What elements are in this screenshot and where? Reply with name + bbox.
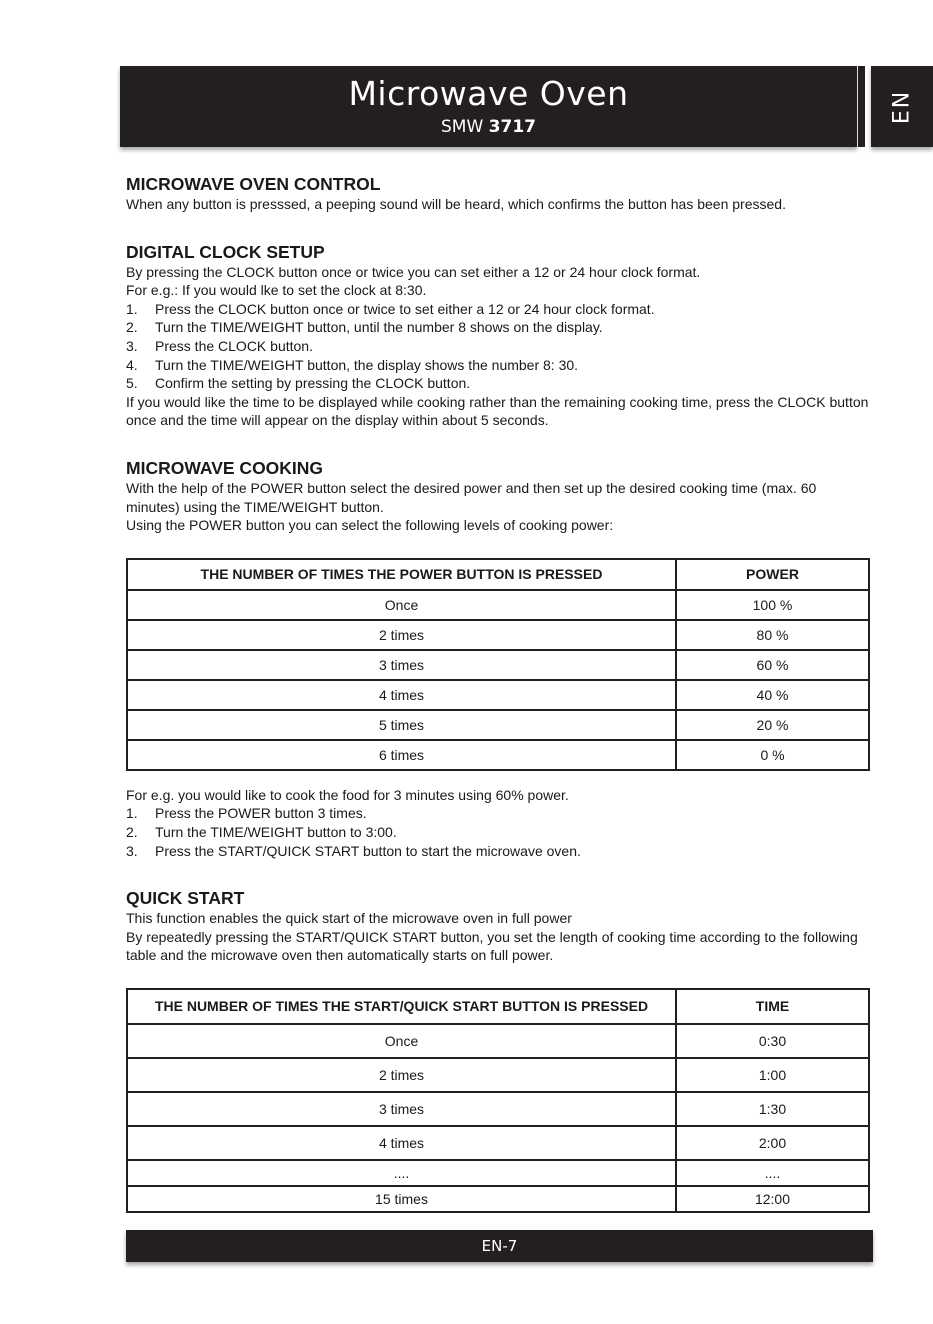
table-cell: Once [127,1024,676,1058]
table-row [127,1024,869,1058]
table-cell: 4 times [127,680,676,710]
table-cell: 40 % [676,680,869,710]
list-item [126,318,870,337]
table-row [127,1058,869,1092]
table-cell: .... [127,1160,676,1186]
table-cell: 20 % [676,710,869,740]
paragraph: For e.g. you would like to cook the food for 3 minutes using 60% power. [126,786,569,803]
step-text: Confirm the setting by pressing the CLOCK button. [155,375,471,392]
table-cell: 0:30 [676,1024,869,1058]
language-code: EN [889,89,915,124]
power-table [126,558,870,771]
section-heading: QUICK START [126,888,245,909]
table-row [127,1126,869,1160]
table-row [127,590,869,620]
step-number: 3. [126,337,138,354]
step-number: 3. [126,842,138,859]
list-item [126,300,870,319]
paragraph: This function enables the quick start of the microwave oven in full power [126,910,572,927]
step-number: 1. [126,300,138,317]
list-item [126,823,870,842]
section-heading: MICROWAVE COOKING [126,457,324,478]
column-header: THE NUMBER OF TIMES THE POWER BUTTON IS PRESSED [127,559,676,590]
section-microwave-cooking [126,457,870,860]
header-divider [858,66,865,147]
section-quick-start [126,887,870,1213]
model-number: 3717 [488,117,536,137]
step-text: Press the CLOCK button. [155,337,313,354]
table-row [127,650,869,680]
step-number: 2. [126,319,138,336]
table-row [127,740,869,770]
table-row [127,1160,869,1186]
table-row [127,620,869,650]
paragraph: When any button is presssed, a peeping sound will be heard, which confirms the button has been pressed. [126,196,786,212]
table-cell: 2 times [127,620,676,650]
paragraph: With the help of the POWER button select the desired power and then set up the desired cooking time (max. 60 minutes) using the TIME/WEIGHT button. [126,479,817,515]
language-tab [871,66,933,147]
table-cell: 2 times [127,1058,676,1092]
paragraph: By pressing the CLOCK button once or twice you can set either a 12 or 24 hour clock format. [126,263,701,280]
step-text: Turn the TIME/WEIGHT button, until the number 8 shows on the display. [155,319,603,336]
list-item [126,374,870,393]
table-row [127,710,869,740]
step-number: 5. [126,375,138,392]
column-header: TIME [676,989,869,1024]
table-row [127,680,869,710]
steps-list [126,300,870,393]
step-text: Press the CLOCK button once or twice to set either a 12 or 24 hour clock format. [155,300,655,317]
table-row [127,1092,869,1126]
section-digital-clock-setup [126,241,870,430]
step-number: 2. [126,823,138,840]
list-item [126,842,870,861]
quick-start-table [126,988,870,1213]
step-text: Turn the TIME/WEIGHT button, the display shows the number 8: 30. [155,356,579,373]
table-cell: 3 times [127,1092,676,1126]
table-cell: 12:00 [676,1186,869,1212]
table-cell: 4 times [127,1126,676,1160]
table-cell: 60 % [676,650,869,680]
document-title: Microwave Oven [348,74,629,113]
table-cell: 2:00 [676,1126,869,1160]
main-content [126,173,870,1213]
column-header: THE NUMBER OF TIMES THE START/QUICK START BUTTON IS PRESSED [127,989,676,1024]
step-text: Press the START/QUICK START button to start the microwave oven. [155,842,581,859]
table-cell: 5 times [127,710,676,740]
table-cell: 100 % [676,590,869,620]
paragraph: Using the POWER button you can select the following levels of cooking power: [126,517,614,534]
step-text: Press the POWER button 3 times. [155,805,367,822]
table-cell: .... [676,1160,869,1186]
table-cell: 15 times [127,1186,676,1212]
step-number: 4. [126,356,138,373]
list-item [126,804,870,823]
table-cell: 3 times [127,650,676,680]
page-header [120,66,857,147]
paragraph: By repeatedly pressing the START/QUICK START button, you set the length of cooking time according to the following table and the microwave oven then automatically starts on full power. [126,928,858,964]
table-header-row [127,559,869,590]
section-heading: DIGITAL CLOCK SETUP [126,241,325,262]
table-row [127,1186,869,1212]
paragraph: For e.g.: If you would lke to set the clock at 8:30. [126,282,427,299]
section-heading: MICROWAVE OVEN CONTROL [126,174,381,194]
model-prefix: SMW [440,117,484,137]
column-header: POWER [676,559,869,590]
step-text: Turn the TIME/WEIGHT button to 3:00. [155,823,397,840]
table-cell: 0 % [676,740,869,770]
table-header-row [127,989,869,1024]
table-cell: 1:00 [676,1058,869,1092]
page-number: EN-7 [481,1237,518,1255]
table-cell: 1:30 [676,1092,869,1126]
table-cell: Once [127,590,676,620]
list-item [126,356,870,375]
model-label [120,117,857,137]
table-cell: 6 times [127,740,676,770]
table-cell: 80 % [676,620,869,650]
step-number: 1. [126,805,138,822]
list-item [126,337,870,356]
paragraph: If you would like the time to be displayed while cooking rather than the remaining cooking time, press the CLOCK button once and the time will appear on the display within about 5 seconds. [126,393,869,429]
page-footer [126,1230,873,1262]
steps-list [126,804,870,860]
section-microwave-oven-control [126,173,870,214]
